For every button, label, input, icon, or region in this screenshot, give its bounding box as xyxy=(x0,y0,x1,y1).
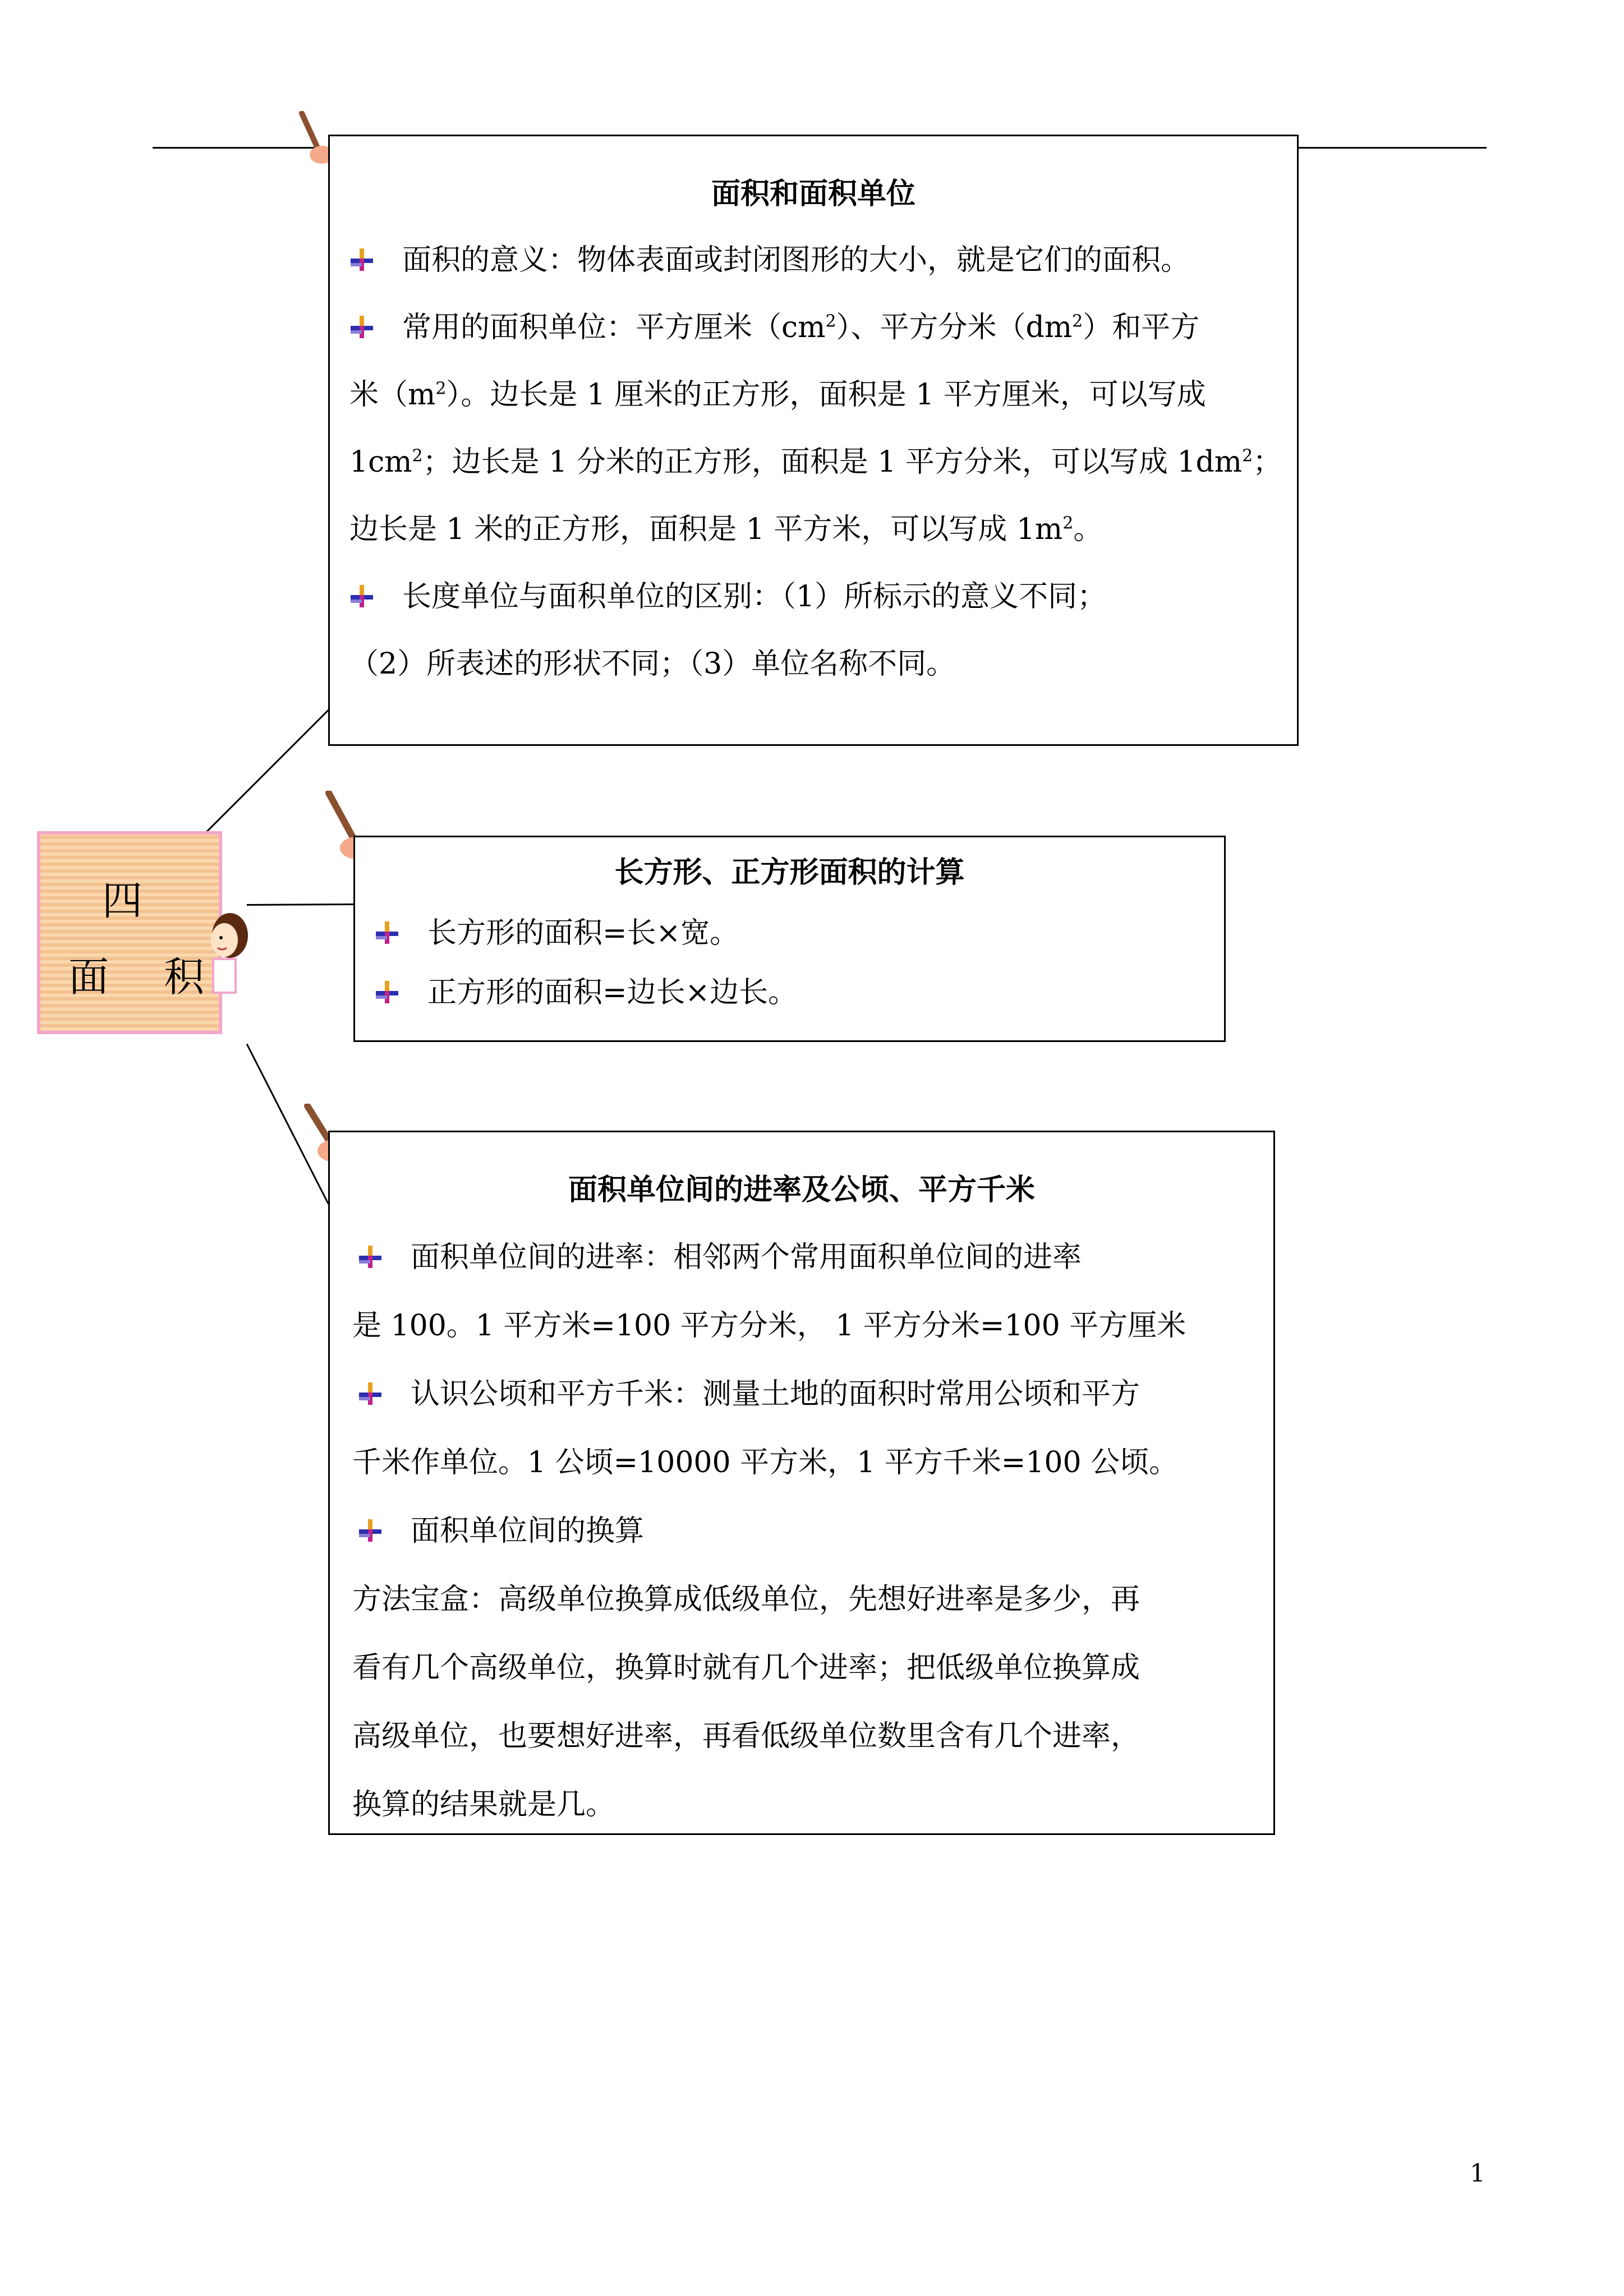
box3-line-7: 看有几个高级单位，换算时就有几个进率；把低级单位换算成 xyxy=(352,1651,1140,1685)
bullet-icon xyxy=(349,247,374,272)
box-area-and-units xyxy=(328,135,1299,746)
box3-line-4: 千米作单位。1 公顷=10000 平方米，1 平方千米=100 公顷。 xyxy=(352,1446,1179,1479)
page-number: 1 xyxy=(1470,2159,1485,2188)
box1-line-7: （2）所表述的形状不同；（3）单位名称不同。 xyxy=(349,647,956,681)
box3-line-5: 面积单位间的换算 xyxy=(358,1507,644,1549)
box3-line-6: 方法宝盒：高级单位换算成低级单位，先想好进率是多少，再 xyxy=(352,1583,1140,1616)
box3-line-1: 面积单位间的进率：相邻两个常用面积单位间的进率 xyxy=(358,1233,1082,1275)
chapter-tag xyxy=(37,831,222,1034)
bullet-icon xyxy=(375,980,399,1004)
box-rectangle-square-area xyxy=(353,836,1226,1042)
box3-line-8: 高级单位，也要想好进率，再看低级单位数里含有几个进率， xyxy=(352,1719,1140,1753)
bullet-icon xyxy=(349,584,374,608)
header-rule-right xyxy=(1296,147,1487,149)
box1-line-6: 长度单位与面积单位的区别：（1）所标示的意义不同； xyxy=(349,573,1106,615)
box3-line-9: 换算的结果就是几。 xyxy=(352,1788,615,1822)
box-unit-conversion xyxy=(328,1131,1275,1835)
box1-line-3: 米$(m^2)$。边长是 1 厘米的正方形，面积是 1 平方厘米，可以写成 xyxy=(349,378,1206,412)
box2-line-1: 长方形的面积=长×宽。 xyxy=(375,909,739,951)
box1-line-1: 面积的意义：物体表面或封闭图形的大小，就是它们的面积。 xyxy=(349,236,1190,278)
chapter-title-char2: 积 xyxy=(164,953,205,1001)
box2-title: 长方形、正方形面积的计算 xyxy=(614,855,965,889)
box1-line-2: 常用的面积单位：平方厘米$(cm^2)$、平方分米$(dm^2)$和平方 xyxy=(349,303,1199,345)
chapter-title-char1: 面 xyxy=(68,953,109,1001)
chapter-number: 四 xyxy=(102,877,143,924)
girl-illustration xyxy=(208,903,252,1009)
bullet-icon xyxy=(375,920,399,945)
box3-title: 面积单位间的进率及公顷、平方千米 xyxy=(568,1173,1035,1207)
box3-line-2: 是 100。1 平方米=100 平方分米， 1 平方分米=100 平方厘米 xyxy=(352,1309,1186,1343)
connector-line-box2 xyxy=(247,903,355,906)
box2-line-2: 正方形的面积=边长×边长。 xyxy=(375,969,797,1011)
box1-line-4: $1cm^2$；边长是 1 分米的正方形，面积是 1 平方分米，可以写成 $1dm^2$； xyxy=(349,445,1282,479)
bullet-icon xyxy=(358,1381,383,1406)
box1-title: 面积和面积单位 xyxy=(711,177,915,211)
bullet-icon xyxy=(349,315,374,339)
box1-line-5: 边长是 1 米的正方形，面积是 1 平方米，可以写成 $1m^2$。 xyxy=(349,513,1103,546)
bullet-icon xyxy=(358,1244,383,1269)
bullet-icon xyxy=(358,1518,383,1543)
box3-line-3: 认识公顷和平方千米：测量土地的面积时常用公顷和平方 xyxy=(358,1370,1140,1412)
